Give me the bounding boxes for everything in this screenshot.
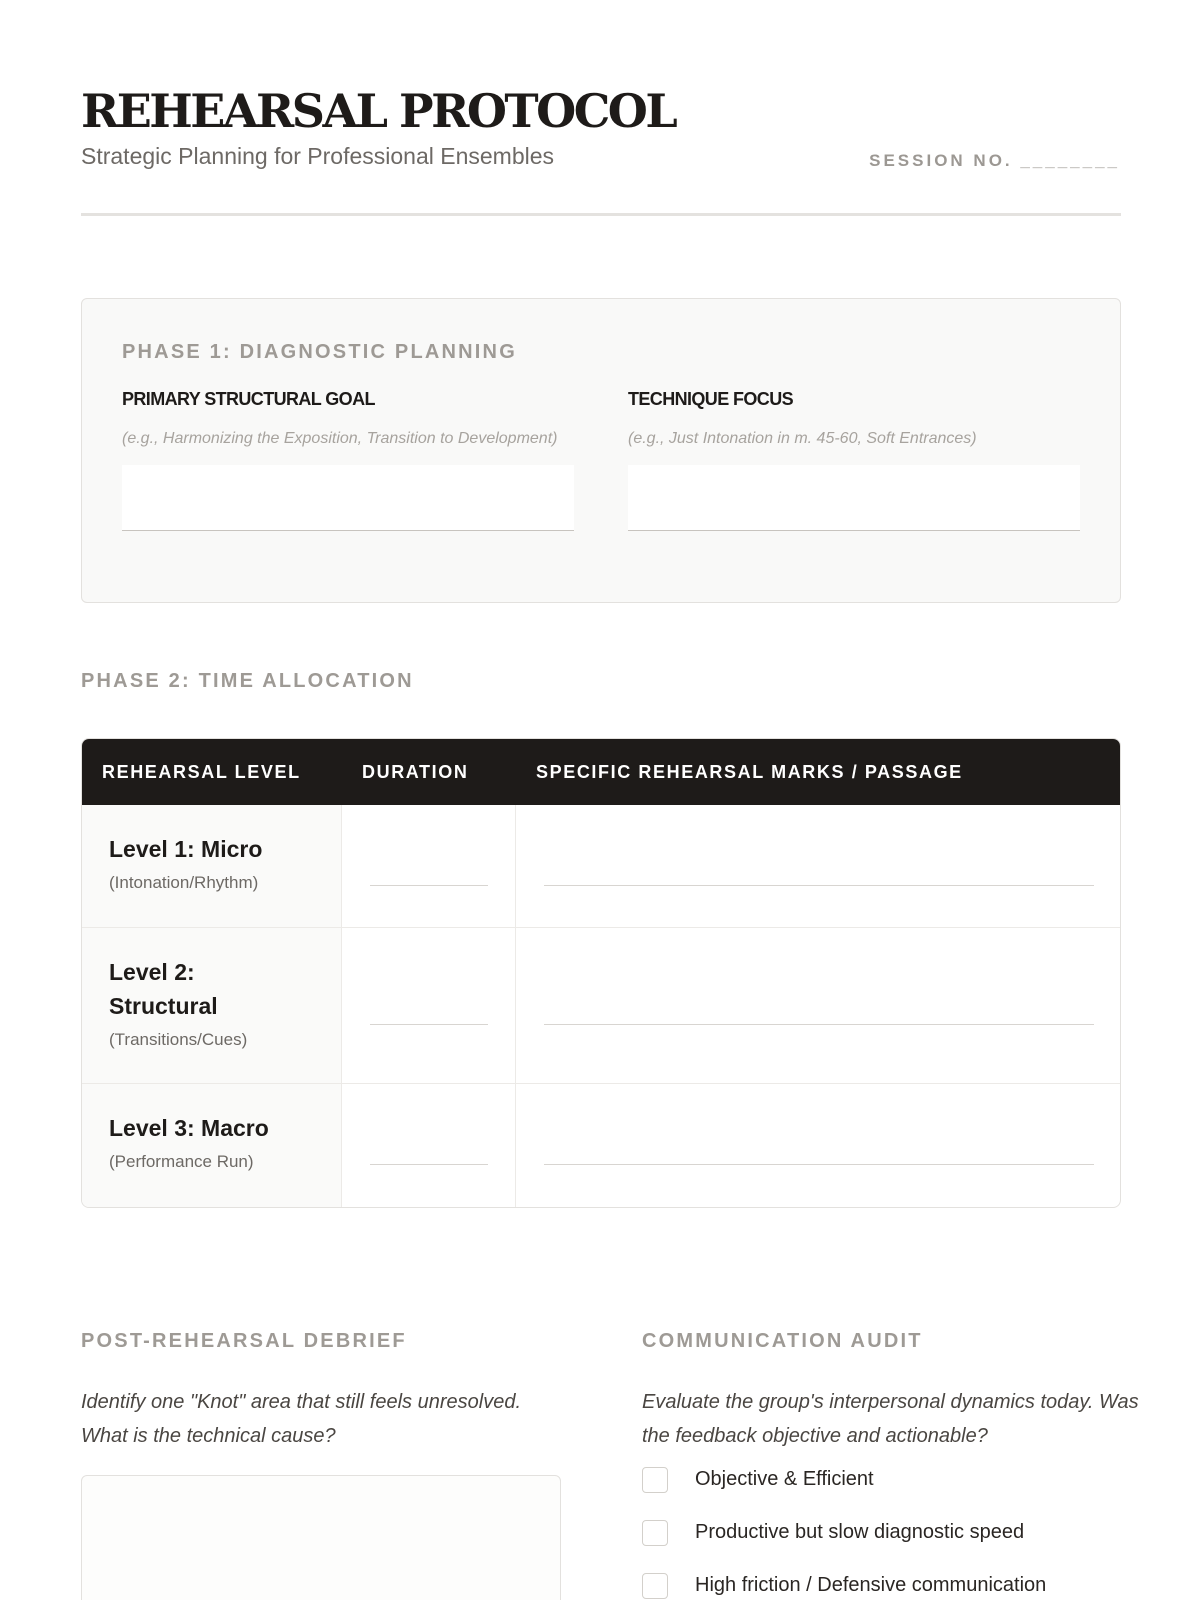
duration-cell: [342, 1084, 516, 1208]
audit-prompt: Evaluate the group's interpersonal dynamics today. Was the feedback objective and actionable?: [642, 1391, 1139, 1447]
level-detail: (Performance Run): [109, 1152, 254, 1171]
debrief-section: [81, 1330, 561, 1453]
debrief-heading: POST-REHEARSAL DEBRIEF: [81, 1330, 407, 1352]
table-row: [82, 928, 1121, 1084]
level-cell: [82, 805, 342, 927]
audit-option-label: Objective & Efficient: [695, 1468, 874, 1490]
checkbox[interactable]: [642, 1520, 668, 1546]
duration-input[interactable]: [370, 885, 488, 886]
audit-option-label: Productive but slow diagnostic speed: [695, 1521, 1025, 1543]
session-number-field[interactable]: SESSION NO. ________: [869, 151, 1120, 170]
phase1-panel: [81, 298, 1121, 603]
marks-input[interactable]: [544, 1164, 1094, 1165]
communication-audit-section: [642, 1330, 1142, 1600]
technique-focus-input[interactable]: [628, 465, 1080, 531]
duration-input[interactable]: [370, 1024, 488, 1025]
primary-goal-field: [122, 389, 574, 531]
duration-cell: [342, 805, 516, 927]
audit-heading: COMMUNICATION AUDIT: [642, 1330, 923, 1352]
level-detail: (Intonation/Rhythm): [109, 873, 259, 892]
duration-cell: [342, 928, 516, 1083]
level-cell: [82, 1084, 342, 1208]
audit-option[interactable]: [642, 1559, 1142, 1600]
header-divider: [81, 213, 1121, 216]
debrief-prompt: Identify one "Knot" area that still feels unresolved. What is the technical cause?: [81, 1391, 522, 1447]
audit-option[interactable]: [642, 1453, 1142, 1506]
primary-goal-hint: (e.g., Harmonizing the Exposition, Transition to Development): [122, 430, 558, 447]
marks-input[interactable]: [544, 885, 1094, 886]
level-name: Level 1: Micro: [109, 836, 263, 862]
page-title: REHEARSAL PROTOCOL: [81, 84, 676, 138]
level-cell: [82, 928, 342, 1083]
time-allocation-table: [81, 738, 1121, 1208]
audit-option[interactable]: [642, 1506, 1142, 1559]
column-header-marks: SPECIFIC REHEARSAL MARKS / PASSAGE: [536, 761, 963, 782]
audit-option-label: High friction / Defensive communication: [695, 1574, 1047, 1596]
technique-focus-field: [628, 389, 1080, 531]
phase2-heading: PHASE 2: TIME ALLOCATION: [81, 670, 414, 692]
phase1-heading: PHASE 1: DIAGNOSTIC PLANNING: [122, 341, 517, 363]
level-name: Level 2: Structural: [109, 959, 218, 1019]
table-row: [82, 1084, 1121, 1208]
technique-focus-hint: (e.g., Just Intonation in m. 45-60, Soft Entrances): [628, 430, 977, 447]
level-name: Level 3: Macro: [109, 1115, 269, 1141]
marks-input[interactable]: [544, 1024, 1094, 1025]
level-detail: (Transitions/Cues): [109, 1030, 248, 1049]
table-header: [82, 739, 1120, 805]
checkbox[interactable]: [642, 1573, 668, 1599]
debrief-textarea[interactable]: [81, 1475, 561, 1600]
technique-focus-label: TECHNIQUE FOCUS: [628, 389, 794, 409]
primary-goal-label: PRIMARY STRUCTURAL GOAL: [122, 389, 375, 409]
page-subtitle: Strategic Planning for Professional Ensembles: [81, 143, 555, 169]
primary-goal-input[interactable]: [122, 465, 574, 531]
checkbox[interactable]: [642, 1467, 668, 1493]
duration-input[interactable]: [370, 1164, 488, 1165]
column-header-level: REHEARSAL LEVEL: [102, 761, 301, 782]
column-header-duration: DURATION: [362, 761, 469, 782]
table-row: [82, 805, 1121, 928]
